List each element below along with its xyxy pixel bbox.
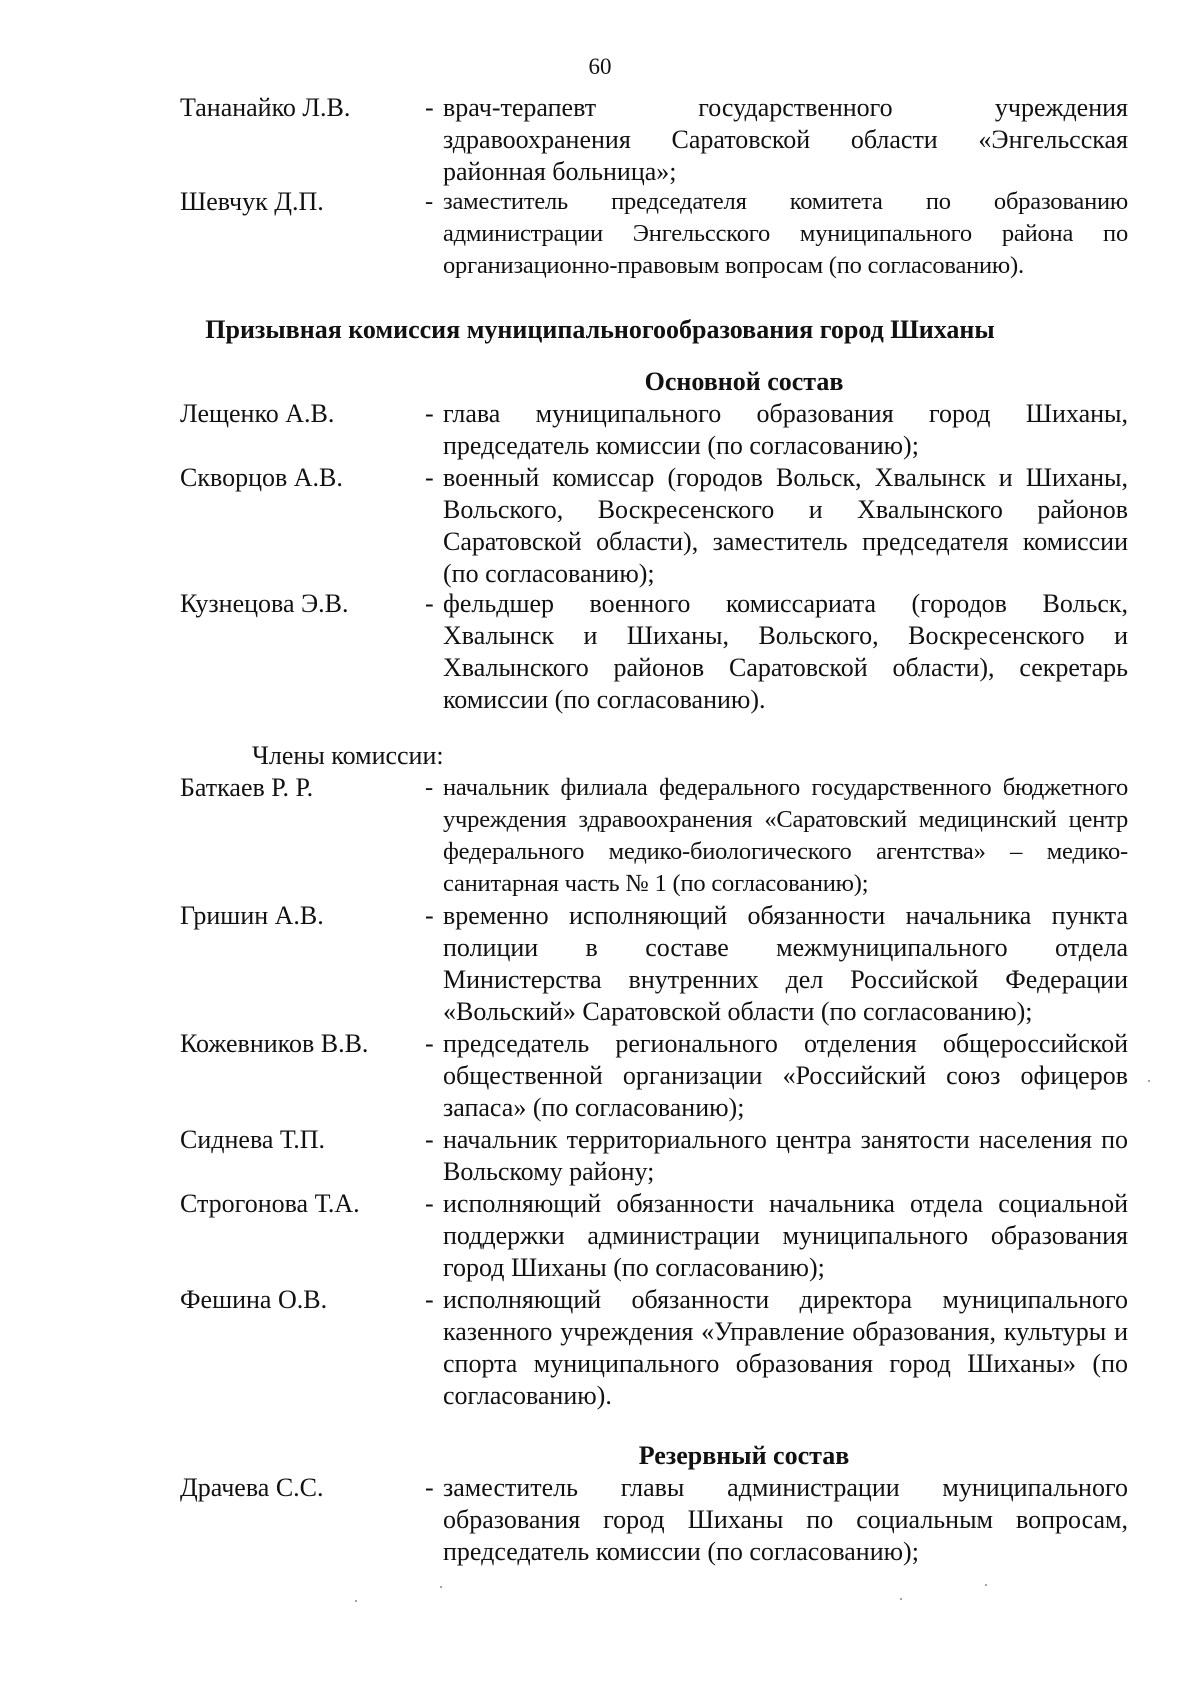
person-name: Скворцов А.В. [180,463,343,492]
description-text: временно исполняющий обязанности начальника пункта полиции в составе межмуниципального отдела Министерства внутренних дел Российской Федерации «Вольский» Саратовской области (по согласованию); [443,901,1128,1026]
description-text: исполняющий обязанности директора муниципального казенного учреждения «Управление образования, культуры и спорта муниципального образования город Шиханы» (по согласованию). [443,1285,1128,1410]
person-name: Баткаев Р. Р. [180,773,314,802]
list-item [180,398,1128,462]
list-item [180,1472,1128,1568]
section-title: Призывная комиссия муниципальногообразования город Шиханы [205,315,995,344]
members-label: Члены комиссии: [252,741,444,770]
person-description [425,900,1128,1028]
person-description [425,186,1128,282]
description-text: исполняющий обязанности начальника отдела социальной поддержки администрации муниципального образования город Шиханы (по согласованию); [443,1189,1128,1282]
dash-marker: - [425,93,434,122]
top-entries [180,92,1128,282]
description-text: начальник территориального центра занятости населения по Вольскому району; [443,1125,1128,1186]
description-text: заместитель председателя комитета по образованию администрации Энгельсского муниципального района по организационно-правовым вопросам (по согласованию). [443,188,1128,279]
person-description [425,1028,1128,1124]
person-name: Драчева С.С. [180,1473,324,1502]
dash-marker: - [425,1125,434,1154]
person-description [425,398,1128,462]
reserve-entries [180,1472,1128,1568]
person-description [425,1188,1128,1284]
scan-speck [985,1584,987,1586]
person-description [425,1284,1128,1412]
list-item [180,1028,1128,1124]
person-name: Фешина О.В. [180,1285,328,1314]
person-name: Шевчук Д.П. [180,187,324,216]
description-text: глава муниципального образования город Шиханы, председатель комиссии (по согласованию); [443,399,1128,460]
dash-marker: - [425,589,434,618]
dash-marker: - [425,1029,434,1058]
reserve-composition-heading: Резервный состав [638,1441,850,1470]
person-name: Строгонова Т.А. [180,1189,360,1218]
list-item [180,186,1128,282]
main-entries [180,398,1128,716]
scan-speck [355,1600,357,1602]
dash-marker: - [425,901,434,930]
dash-marker: - [425,1189,434,1218]
page-number: 60 [588,54,612,79]
main-composition-heading: Основной состав [644,367,844,396]
list-item [180,92,1128,186]
dash-marker: - [425,1285,434,1314]
dash-marker: - [425,399,434,428]
member-entries [180,772,1128,1412]
person-description [425,588,1128,716]
person-name: Кузнецова Э.В. [180,589,349,618]
dash-marker: - [425,188,433,215]
list-item [180,772,1128,900]
person-description [425,92,1128,188]
list-item [180,1284,1128,1412]
description-text: военный комиссар (городов Вольск, Хвалынск и Шиханы, Вольского, Воскресенского и Хвалынского районов Саратовской области), заместитель председателя комиссии (по согласованию); [443,463,1128,588]
person-description [425,772,1128,900]
dash-marker: - [425,774,433,801]
person-description [425,462,1128,590]
dash-marker: - [425,1473,434,1502]
list-item [180,462,1128,588]
scan-speck [900,1598,902,1600]
dash-marker: - [425,463,434,492]
description-text: врач-терапевт государственного учреждения здравоохранения Саратовской области «Энгельсская районная больница»; [443,93,1128,186]
description-text: фельдшер военного комиссариата (городов Вольск, Хвалынск и Шиханы, Вольского, Воскресенского и Хвалынского районов Саратовской области), секретарь комиссии (по согласованию). [443,589,1128,714]
person-description [425,1472,1128,1568]
list-item [180,588,1128,716]
description-text: начальник филиала федерального государственного бюджетного учреждения здравоохранения «Саратовский медицинский центр федерального медико-биологического агентства» – медико-санитарная часть № 1 (по согласованию); [443,774,1128,897]
description-text: председатель регионального отделения общероссийской общественной организации «Российский союз офицеров запаса» (по согласованию); [443,1029,1128,1122]
description-text: заместитель главы администрации муниципального образования город Шиханы по социальным вопросам, председатель комиссии (по согласованию); [443,1473,1128,1566]
person-name: Кожевников В.В. [180,1029,369,1058]
person-name: Тананайко Л.В. [180,93,351,122]
scan-speck [1148,1080,1150,1082]
list-item [180,1188,1128,1284]
scan-speck [440,1586,442,1588]
list-item [180,1124,1128,1188]
person-name: Лещенко А.В. [180,399,335,428]
person-description [425,1124,1128,1188]
person-name: Гришин А.В. [180,901,324,930]
person-name: Сиднева Т.П. [180,1125,325,1154]
list-item [180,900,1128,1028]
